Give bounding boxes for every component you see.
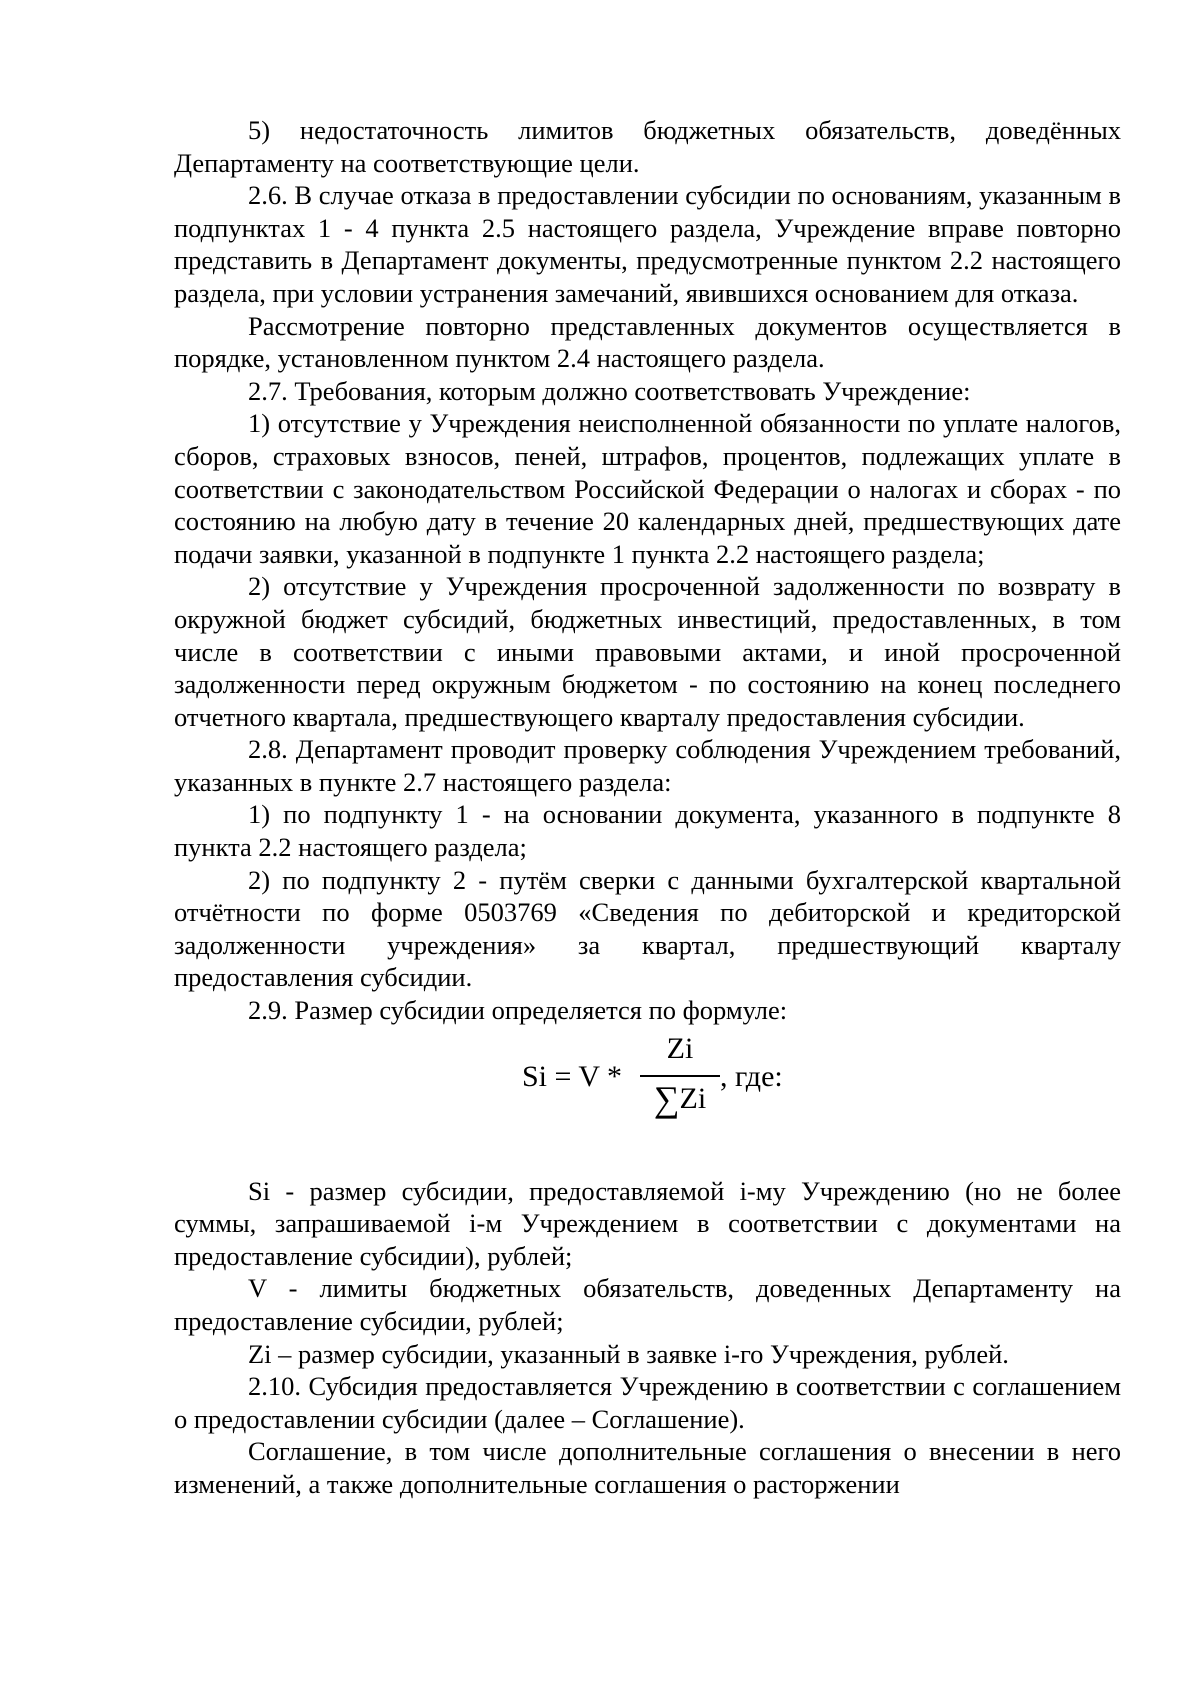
paragraph-item-5: 5) недостаточность лимитов бюджетных обязательств, доведённых Департаменту на соответствующие цели. bbox=[174, 115, 1121, 178]
paragraph-2-8-item-1: 1) по подпункту 1 - на основании документа, указанного в подпункте 8 пункта 2.2 настоящего раздела; bbox=[174, 799, 1121, 863]
paragraph-2-7: 2.7. Требования, которым должно соответствовать Учреждение: bbox=[248, 375, 971, 406]
formula-tail: , где: bbox=[720, 1059, 783, 1093]
paragraph-2-7-item-1: 1) отсутствие у Учреждения неисполненной обязанности по уплате налогов, сборов, страховых взносов, пеней, штрафов, процентов, подлежащих уплате в соответствии с законодательством Российской Федерации о налогах и сборах - по состоянию на любую дату в течение 20 календарных дней, предшествующих дате подачи заявки, указанной в подпункте 1 пункта 2.2 настоящего раздела; bbox=[174, 408, 1121, 569]
subsidy-formula bbox=[174, 1031, 1121, 1139]
formula-body bbox=[522, 1031, 882, 1131]
paragraph-2-8: 2.8. Департамент проводит проверку соблюдения Учреждением требований, указанных в пункте 2.7 настоящего раздела: bbox=[174, 734, 1121, 797]
sigma-icon: ∑ bbox=[653, 1078, 680, 1119]
formula-fraction bbox=[640, 1031, 720, 1131]
definition-si: Si - размер субсидии, предоставляемой i-му Учреждению (но не более суммы, запрашиваемой i-м Учреждением в соответствии с документами на предоставление субсидии), рублей; bbox=[174, 1175, 1121, 1271]
paragraph-2-8-item-2: 2) по подпункту 2 - путём сверки с данными бухгалтерской квартальной отчётности по форме 0503769 «Сведения по дебиторской и кредиторской задолженности учреждения» за квартал, предшествующий кварталу предоставления субсидии. bbox=[174, 864, 1121, 993]
formula-denominator: Zi bbox=[679, 1081, 707, 1115]
paragraph-2-6: 2.6. В случае отказа в предоставлении субсидии по основаниям, указанным в подпунктах 1 - 4 пункта 2.5 настоящего раздела, Учреждение вправе повторно представить в Департамент документы, предусмотренные пунктом 2.2 настоящего раздела, при условии устранения замечаний, явившихся основанием для отказа. bbox=[174, 180, 1121, 308]
document-page bbox=[174, 114, 1121, 1501]
paragraph-repeat-review: Рассмотрение повторно представленных документов осуществляется в порядке, установленном пунктом 2.4 настоящего раздела. bbox=[174, 310, 1121, 374]
paragraph-agreement: Соглашение, в том числе дополнительные соглашения о внесении в него изменений, а также дополнительные соглашения о расторжении bbox=[174, 1436, 1121, 1499]
paragraph-2-7-item-2: 2) отсутствие у Учреждения просроченной задолженности по возврату в окружной бюджет субсидий, бюджетных инвестиций, предоставленных, в том числе в соответствии с иными правовыми актами, и иной просроченной задолженности перед окружным бюджетом - по состоянию на конец последнего отчетного квартала, предшествующего кварталу предоставления субсидии. bbox=[174, 571, 1121, 732]
formula-denominator-wrap bbox=[640, 1078, 720, 1119]
definition-v: V - лимиты бюджетных обязательств, доведенных Департаменту на предоставление субсидии, рублей; bbox=[174, 1273, 1121, 1336]
paragraph-2-9: 2.9. Размер субсидии определяется по формуле: bbox=[248, 995, 788, 1026]
formula-lhs: Si = V * bbox=[522, 1059, 623, 1093]
paragraph-2-10: 2.10. Субсидия предоставляется Учреждению в соответствии с соглашением о предоставлении субсидии (далее – Соглашение). bbox=[174, 1371, 1121, 1434]
definition-zi: Zi – размер субсидии, указанный в заявке i-го Учреждения, рублей. bbox=[248, 1338, 1009, 1369]
formula-numerator: Zi bbox=[666, 1031, 694, 1065]
fraction-bar bbox=[640, 1075, 720, 1077]
